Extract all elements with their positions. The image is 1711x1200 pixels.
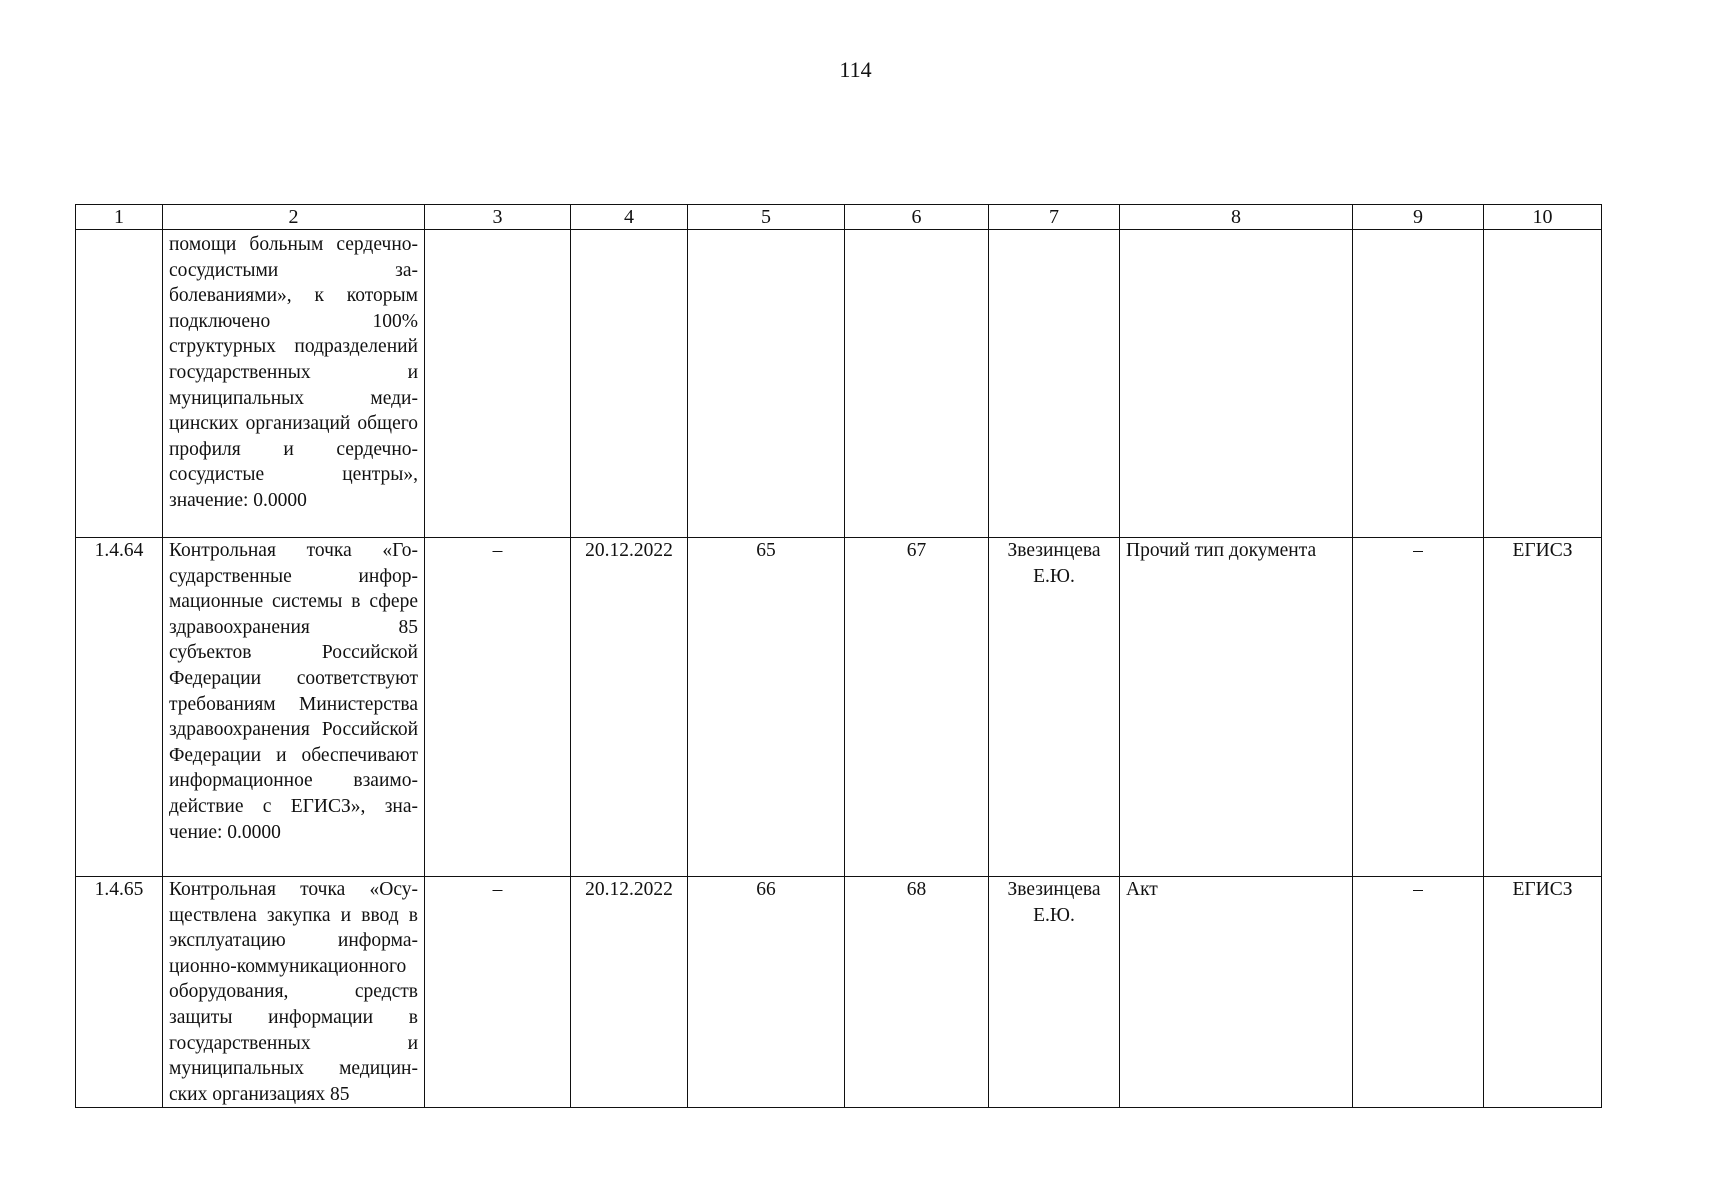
cell-col-5: 66 xyxy=(688,877,845,1108)
system-cell: ЕГИСЗ xyxy=(1484,538,1602,877)
column-header-8: 8 xyxy=(1120,205,1353,230)
column-header-2: 2 xyxy=(163,205,425,230)
page-number: 114 xyxy=(839,57,872,82)
description-cell: помощи больным сердечно-сосудистыми заболеваниями», к которым подключено 100% структурных подразделений государственных и муниципальных медицинских организаций общего профиля и сердечно-сосудистые центры», значение: 0.0000 xyxy=(163,230,425,538)
column-header-4: 4 xyxy=(571,205,688,230)
table-row xyxy=(76,230,1602,538)
responsible-cell: Звезинцева Е.Ю. xyxy=(989,877,1120,1108)
column-header-1: 1 xyxy=(76,205,163,230)
description-cell: Контрольная точка «Осуществлена закупка и ввод в эксплуатацию информационно-коммуникационного оборудования, средств защиты информации в государственных и муниципальных медицинских организациях 85 xyxy=(163,877,425,1108)
table-row xyxy=(76,538,1602,877)
cell-col-5 xyxy=(688,230,845,538)
document-type-cell xyxy=(1120,230,1353,538)
column-header-10: 10 xyxy=(1484,205,1602,230)
cell-col-6: 68 xyxy=(845,877,989,1108)
system-cell: ЕГИСЗ xyxy=(1484,877,1602,1108)
table-header-row xyxy=(76,205,1602,230)
row-number-cell: 1.4.65 xyxy=(76,877,163,1108)
column-header-9: 9 xyxy=(1353,205,1484,230)
cell-col-3: – xyxy=(425,877,571,1108)
date-cell: 20.12.2022 xyxy=(571,877,688,1108)
cell-col-9 xyxy=(1353,230,1484,538)
responsible-cell: Звезинцева Е.Ю. xyxy=(989,538,1120,877)
document-type-cell: Акт xyxy=(1120,877,1353,1108)
document-type-cell: Прочий тип документа xyxy=(1120,538,1353,877)
row-number-cell xyxy=(76,230,163,538)
table-row xyxy=(76,877,1602,1108)
responsible-cell xyxy=(989,230,1120,538)
cell-col-9: – xyxy=(1353,877,1484,1108)
row-number-cell: 1.4.64 xyxy=(76,538,163,877)
column-header-5: 5 xyxy=(688,205,845,230)
cell-col-5: 65 xyxy=(688,538,845,877)
column-header-6: 6 xyxy=(845,205,989,230)
cell-col-3 xyxy=(425,230,571,538)
column-header-3: 3 xyxy=(425,205,571,230)
cell-col-6 xyxy=(845,230,989,538)
description-cell: Контрольная точка «Государственные информационные системы в сфере здравоохранения 85 субъектов Российской Федерации соответствуют требованиям Министерства здравоохранения Российской Федерации и обеспечивают информационное взаимодействие с ЕГИСЗ», значение: 0.0000 xyxy=(163,538,425,877)
cell-col-6: 67 xyxy=(845,538,989,877)
column-header-7: 7 xyxy=(989,205,1120,230)
cell-col-3: – xyxy=(425,538,571,877)
cell-col-9: – xyxy=(1353,538,1484,877)
document-table xyxy=(75,204,1602,1108)
date-cell xyxy=(571,230,688,538)
date-cell: 20.12.2022 xyxy=(571,538,688,877)
system-cell xyxy=(1484,230,1602,538)
